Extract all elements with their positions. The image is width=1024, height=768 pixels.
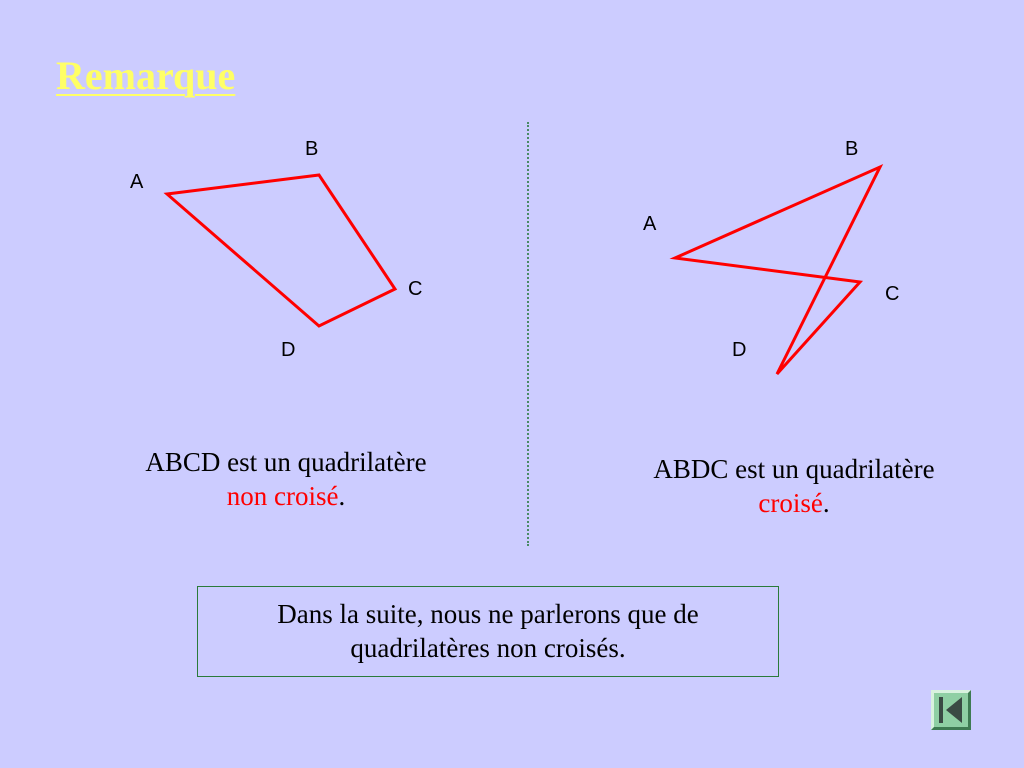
left-caption-highlight: non croisé	[226, 481, 339, 511]
first-slide-icon	[934, 693, 968, 727]
note-line1: Dans la suite, nous ne parlerons que de	[277, 599, 699, 629]
vertex-label-b: B	[845, 138, 859, 160]
page-title: Remarque	[56, 53, 236, 98]
left-caption-line2	[88, 479, 484, 513]
vertex-label-c: C	[408, 278, 423, 300]
note-line2: quadrilatères non croisés.	[350, 633, 626, 663]
right-caption	[596, 452, 992, 520]
left-caption-end: .	[338, 481, 346, 511]
vertex-label-a: A	[643, 213, 657, 235]
vertex-label-b: B	[305, 138, 319, 160]
left-caption-line1: ABCD est un quadrilatère	[145, 447, 427, 477]
first-slide-button[interactable]	[931, 690, 971, 730]
right-caption-line2	[596, 486, 992, 520]
vertex-label-a: A	[130, 171, 144, 193]
right-caption-line1: ABDC est un quadrilatère	[653, 454, 935, 484]
left-caption	[88, 445, 484, 513]
quadrilateral-abdc	[675, 167, 880, 374]
note-box	[197, 586, 779, 677]
right-caption-highlight: croisé	[758, 488, 823, 518]
vertex-label-d: D	[281, 339, 296, 361]
vertex-label-c: C	[885, 283, 900, 305]
vertex-label-d: D	[732, 339, 747, 361]
right-caption-end: .	[822, 488, 830, 518]
